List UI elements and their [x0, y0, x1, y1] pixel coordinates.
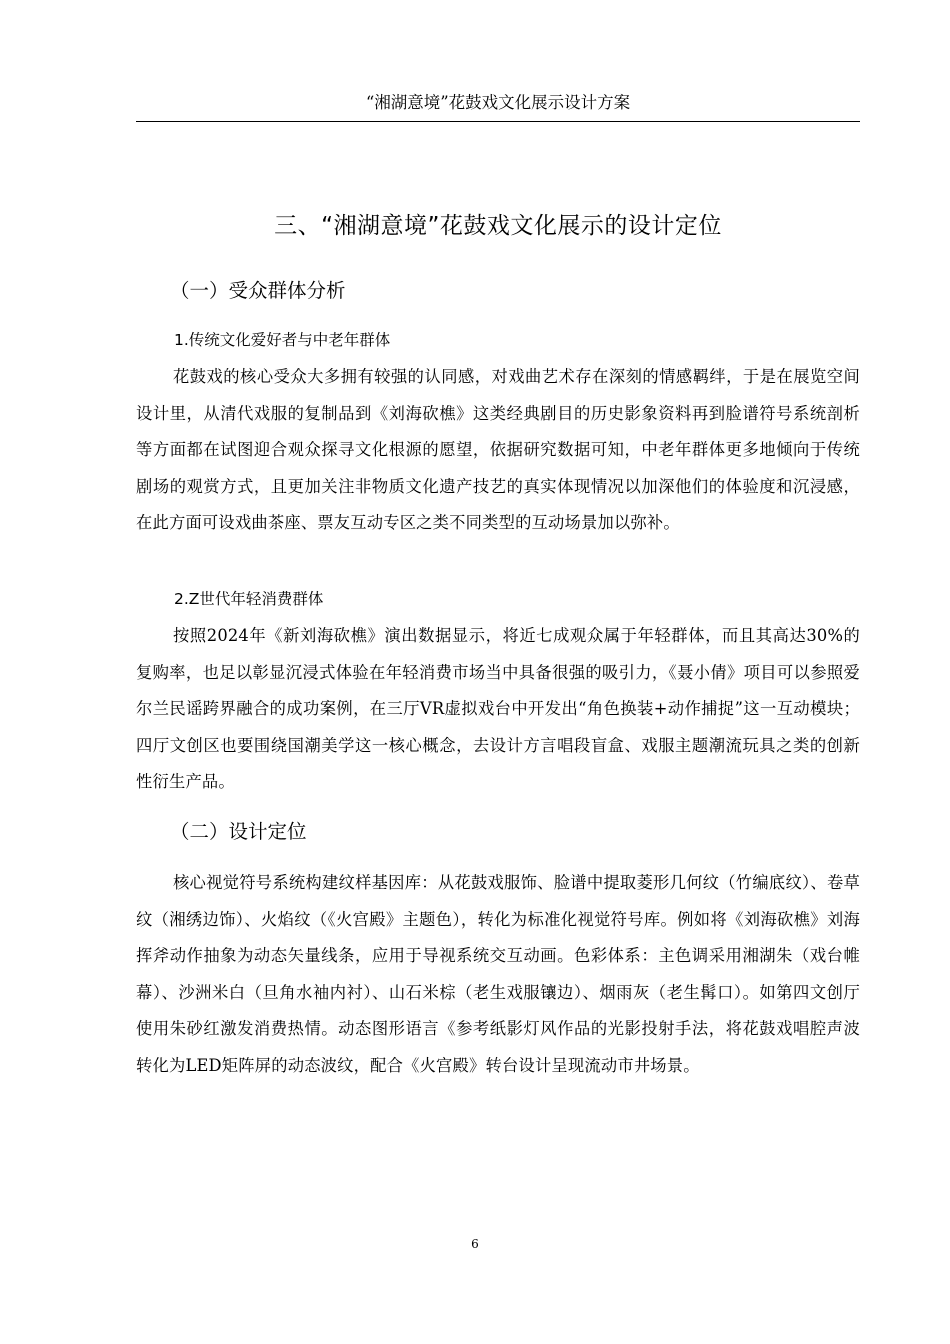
header-divider — [136, 121, 860, 122]
subsection-title-genz: 2.Z世代年轻消费群体 — [174, 590, 324, 608]
page-number: 6 — [471, 1237, 479, 1251]
paragraph-design-positioning: 核心视觉符号系统构建纹样基因库：从花鼓戏服饰、脸谱中提取菱形几何纹（竹编底纹）、卷草纹（湘绣边饰）、火焰纹（《火宫殿》主题色），转化为标准化视觉符号库。例如将《刘海砍樵》刘海挥斧动作抽象为动态矢量线条，应用于导视系统交互动画。色彩体系：主色调采用湘湖朱（戏台帷幕）、沙洲米白（旦角水袖内衬）、山石米棕（老生戏服镶边）、烟雨灰（老生髯口）。如第四文创厅使用朱砂红激发消费热情。动态图形语言《参考纸影灯风作品的光影投射手法，将花鼓戏唱腔声波转化为LED矩阵屏的动态波纹，配合《火宫殿》转台设计呈现流动市井场景。 — [136, 873, 860, 1075]
chapter-title: 三、“湘湖意境”花鼓戏文化展示的设计定位 — [274, 213, 722, 239]
subsection-title-traditional: 1.传统文化爱好者与中老年群体 — [174, 331, 391, 349]
section-title-audience: （一）受众群体分析 — [170, 279, 346, 302]
paragraph-traditional: 花鼓戏的核心受众大多拥有较强的认同感，对戏曲艺术存在深刻的情感羁绊，于是在展览空间设计里，从清代戏服的复制品到《刘海砍樵》这类经典剧目的历史影象资料再到脸谱符号系统剖析等方面都在试图迎合观众探寻文化根源的愿望，依据研究数据可知，中老年群体更多地倾向于传统剧场的观赏方式，且更加关注非物质文化遗产技艺的真实体现情况以加深他们的体验度和沉浸感，在此方面可设戏曲茶座、票友互动专区之类不同类型的互动场景加以弥补。 — [136, 367, 860, 532]
paragraph-genz: 按照2024年《新刘海砍樵》演出数据显示，将近七成观众属于年轻群体，而且其高达30%的复购率，也足以彰显沉浸式体验在年轻消费市场当中具备很强的吸引力，《聂小倩》项目可以参照爱尔兰民谣跨界融合的成功案例，在三厅VR虚拟戏台中开发出“角色换装+动作捕捉”这一互动模块；四厅文创区也要围绕国潮美学这一核心概念，去设计方言唱段盲盒、戏服主题潮流玩具之类的创新性衍生产品。 — [136, 626, 860, 791]
running-header: “湘湖意境”花鼓戏文化展示设计方案 — [365, 93, 631, 112]
section-title-design-positioning: （二）设计定位 — [170, 820, 307, 843]
